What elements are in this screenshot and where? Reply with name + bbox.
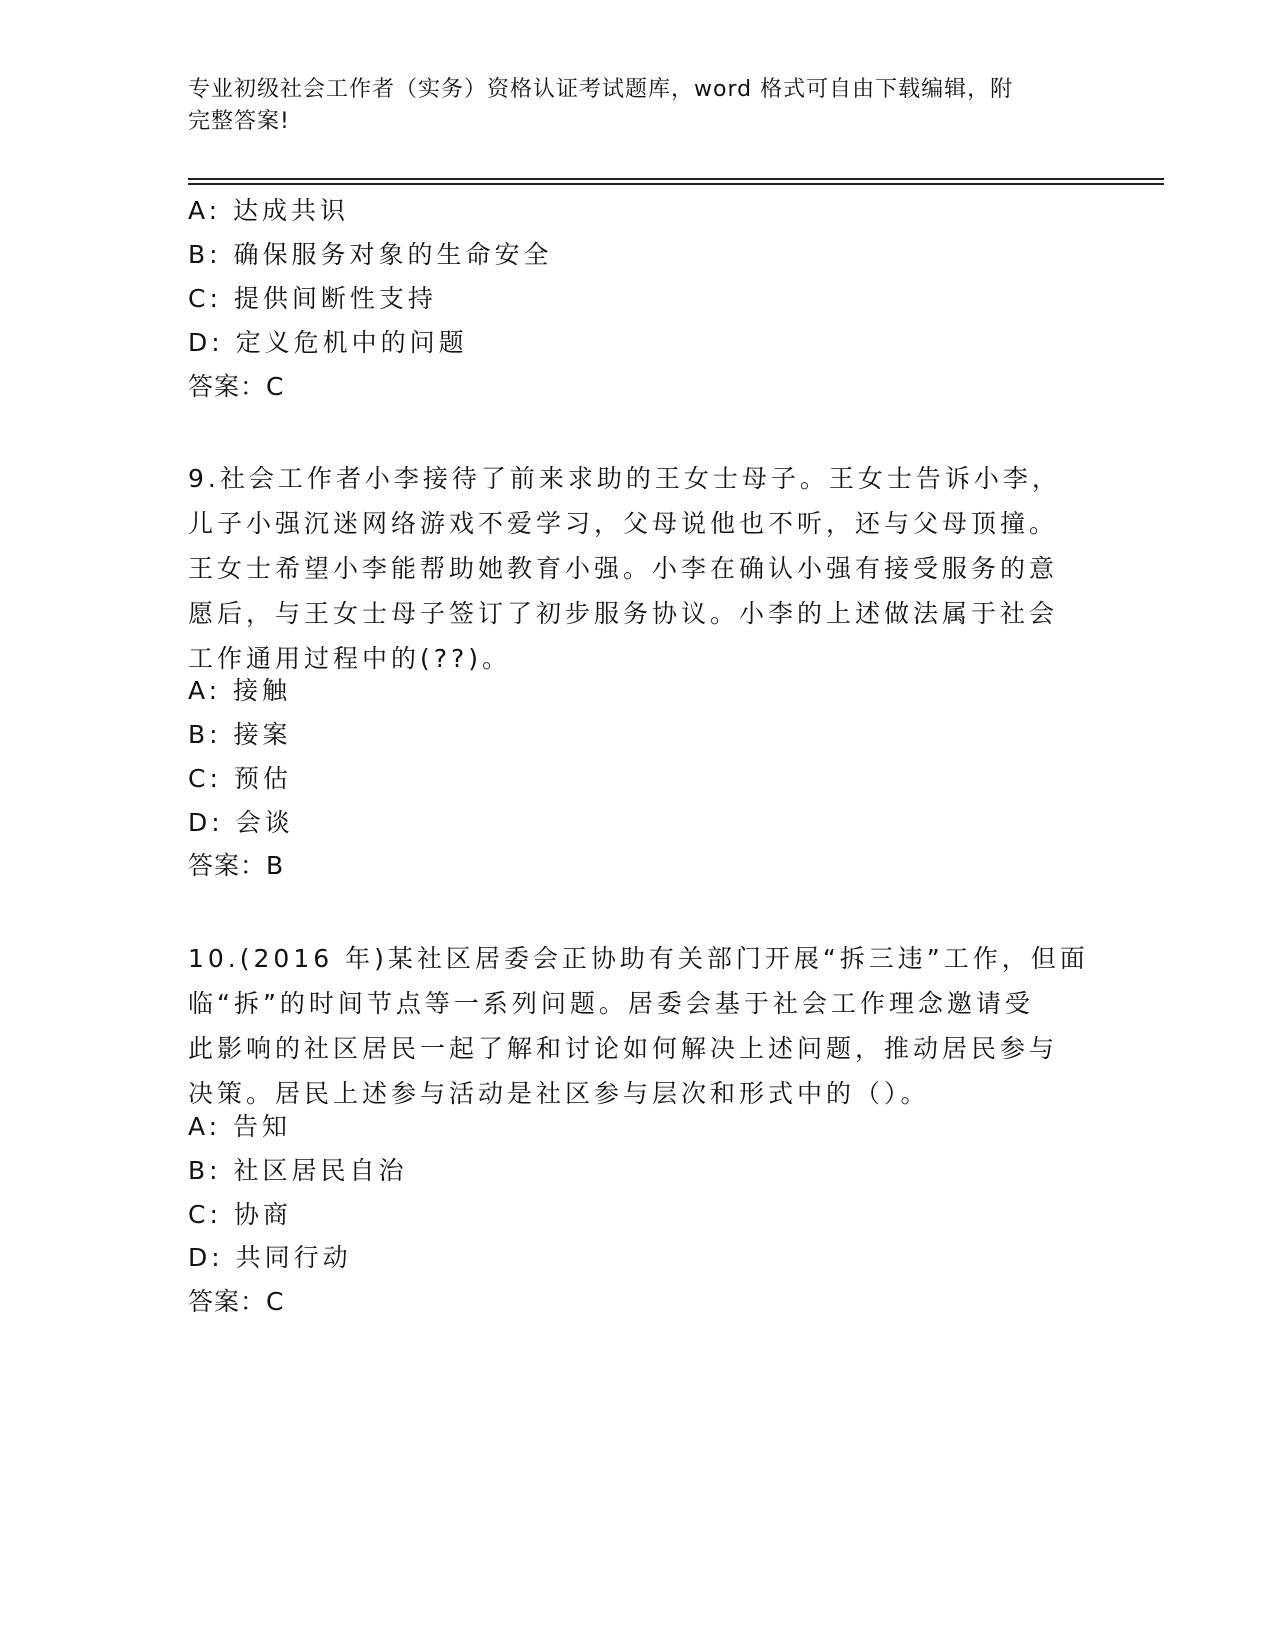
q9-option-c: C: 预估 — [188, 764, 292, 793]
q9-option-b: B: 接案 — [188, 720, 292, 749]
q9-text-line: 9.社会工作者小李接待了前来求助的王女士母子。王女士告诉小李， — [188, 464, 1061, 493]
q10-text-line: 决策。居民上述参与活动是社区参与层次和形式中的（）。 — [188, 1079, 930, 1108]
header-line-1: 专业初级社会工作者（实务）资格认证考试题库，word 格式可自由下载编辑，附 — [188, 77, 1014, 102]
q8-option-a: A: 达成共识 — [188, 196, 350, 225]
header-divider-bottom — [188, 183, 1164, 185]
q9-option-d: D: 会谈 — [188, 808, 294, 837]
header-line-2: 完整答案! — [188, 109, 290, 134]
q10-text-line: 此影响的社区居民一起了解和讨论如何解决上述问题，推动居民参与 — [188, 1034, 1059, 1063]
q9-answer: 答案：B — [188, 851, 285, 880]
q10-text-line: 临“拆”的时间节点等一系列问题。居委会基于社会工作理念邀请受 — [188, 989, 1034, 1018]
q10-text-line: 10.(2016 年)某社区居委会正协助有关部门开展“拆三违”工作，但面 — [188, 944, 1089, 973]
q8-option-c: C: 提供间断性支持 — [188, 284, 437, 313]
q10-option-c: C: 协商 — [188, 1200, 292, 1229]
q9-text-line: 王女士希望小李能帮助她教育小强。小李在确认小强有接受服务的意 — [188, 554, 1059, 583]
q9-question — [188, 456, 1088, 681]
q8-answer: 答案：C — [188, 372, 285, 401]
q8-option-d: D: 定义危机中的问题 — [188, 328, 468, 357]
q10-option-a: A: 告知 — [188, 1112, 292, 1141]
q10-question — [188, 936, 1088, 1116]
q9-text-line: 儿子小强沉迷网络游戏不爱学习，父母说他也不听，还与父母顶撞。 — [188, 509, 1059, 538]
document-header — [188, 74, 1088, 138]
q9-text-line: 工作通用过程中的(??)。 — [188, 644, 512, 673]
q9-option-a: A: 接触 — [188, 676, 292, 705]
q10-option-d: D: 共同行动 — [188, 1243, 352, 1272]
header-divider-top — [188, 178, 1164, 180]
q9-text-line: 愿后，与王女士母子签订了初步服务协议。小李的上述做法属于社会 — [188, 599, 1059, 628]
q8-option-b: B: 确保服务对象的生命安全 — [188, 240, 553, 269]
q10-answer: 答案：C — [188, 1287, 285, 1316]
q10-option-b: B: 社区居民自治 — [188, 1156, 408, 1185]
